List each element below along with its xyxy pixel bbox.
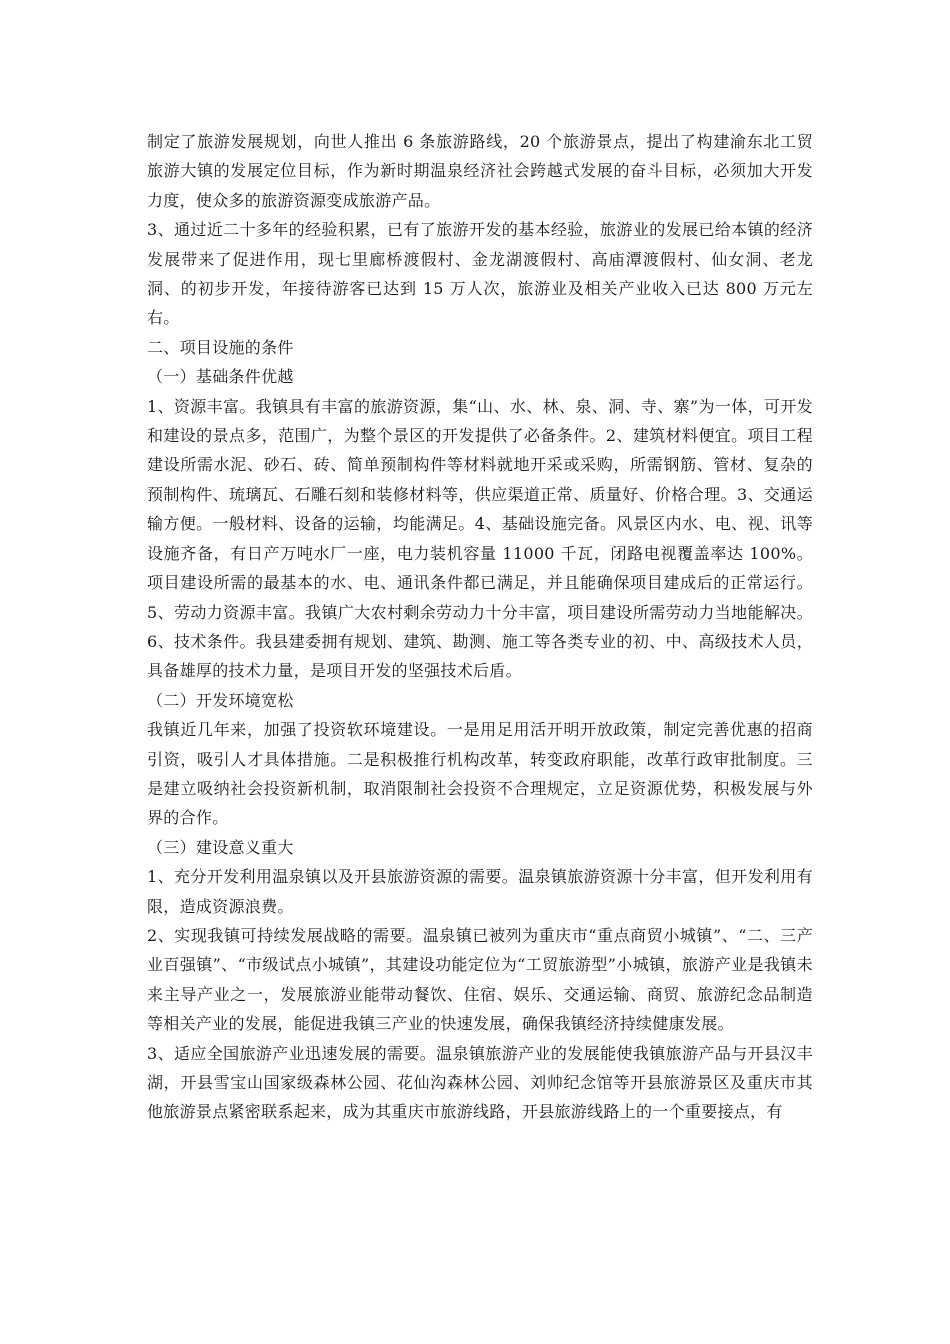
paragraph-experience: 3、通过近二十多年的经验积累，已有了旅游开发的基本经验，旅游业的发展已给本镇的经济发展带来了促进作用，现七里廊桥渡假村、金龙湖渡假村、高庙潭渡假村、仙女洞、老龙洞、的初步开发，年接待游客已达到 15 万人次，旅游业及相关产业收入已达 800 万元左右。	[147, 220, 813, 328]
paragraph-significance-2: 2、实现我镇可持续发展战略的需要。温泉镇已被列为重庆市“重点商贸小城镇”、“二、三产业百强镇”、“市级试点小城镇”，其建设功能定位为“工贸旅游型”小城镇，旅游产业是我镇未来主导产业之一，发展旅游业能带动餐饮、住宿、娱乐、交通运输、商贸、旅游纪念品制造等相关产业的发展，能促进我镇三产业的快速发展，确保我镇经济持续健康发展。	[147, 925, 813, 1034]
paragraph-planning: 制定了旅游发展规划，向世人推出 6 条旅游路线，20 个旅游景点，提出了构建渝东北工贸旅游大镇的发展定位目标，作为新时期温泉经济社会跨越式发展的奋斗目标，必须加大开发力度，使众多的旅游资源变成旅游产品。	[147, 132, 813, 210]
document-body	[147, 127, 813, 1127]
paragraph-significance-1: 1、充分开发利用温泉镇以及开县旅游资源的需要。温泉镇旅游资源十分丰富，但开发利用有限，造成资源浪费。	[147, 867, 813, 916]
paragraph-environment: 我镇近几年来，加强了投资软环境建设。一是用足用活开明开放政策，制定完善优惠的招商引资，吸引人才具体措施。二是积极推行机构改革，转变政府职能，改革行政审批制度。三是建立吸纳社会投资新机制，取消限制社会投资不合理规定，立足资源优势，积极发展与外界的合作。	[147, 720, 813, 828]
subheading-environment: （二）开发环境宽松	[147, 690, 294, 710]
paragraph-resources: 1、资源丰富。我镇具有丰富的旅游资源，集“山、水、林、泉、洞、寺、寨”为一体，可开发和建设的景点多，范围广，为整个景区的开发提供了必备条件。2、建筑材料便宜。项目工程建设所需水泥、砂石、砖、简单预制构件等材料就地开采或采购，所需钢筋、管材、复杂的预制构件、琉璃瓦、石雕石刻和装修材料等，供应渠道正常、质量好、价格合理。3、交通运输方便。一般材料、设备的运输，均能满足。4、基础设施完备。风景区内水、电、视、讯等设施齐备，有日产万吨水厂一座，电力装机容量 11000 千瓦，闭路电视覆盖率达 100%。项目建设所需的最基本的水、电、通讯条件都已满足，并且能确保项目建成后的正常运行。5、劳动力资源丰富。我镇广大农村剩余劳动力十分丰富，项目建设所需劳动力当地能解决。6、技术条件。我县建委拥有规划、建筑、勘测、施工等各类专业的初、中、高级技术人员，具备雄厚的技术力量，是项目开发的坚强技术后盾。	[147, 396, 813, 681]
section-heading-conditions: 二、项目设施的条件	[147, 337, 294, 357]
subheading-significance: （三）建设意义重大	[147, 837, 294, 857]
subheading-basic-conditions: （一）基础条件优越	[147, 367, 294, 387]
paragraph-significance-3: 3、适应全国旅游产业迅速发展的需要。温泉镇旅游产业的发展能使我镇旅游产品与开县汉丰湖，开县雪宝山国家级森林公园、花仙沟森林公园、刘帅纪念馆等开县旅游景区及重庆市其他旅游景点紧密联系起来，成为其重庆市旅游线路，开县旅游线路上的一个重要接点，有	[147, 1043, 813, 1122]
